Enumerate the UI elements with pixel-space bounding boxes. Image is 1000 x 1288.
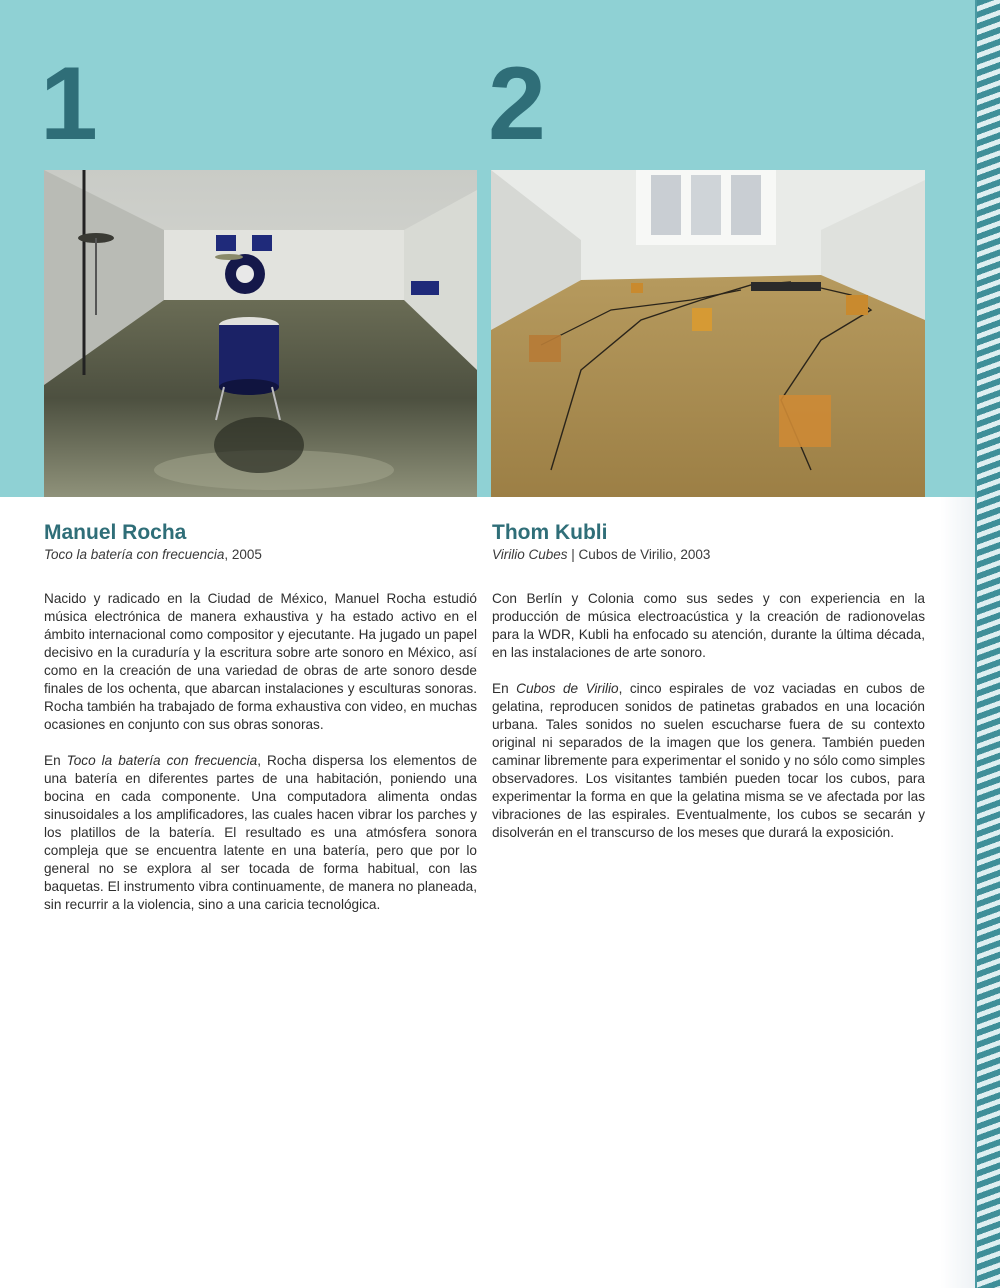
paragraph-body: , Rocha dispersa los elementos de una batería en diferentes partes de una habitación, poniendo una bocina en cada componente. Una computadora alimenta ondas sinusoidales a los amplificadores, las cuales hacen vibrar los parches y los platillos de la batería. El resultado es una atmósfera sonora compleja que se encuentra latente en una batería, pero que por lo general no se explora al ser tocada de forma habitual, con las baquetas. El instrumento vibra continuamente, de manera no planeada, sin recurrir a la violencia, sino a una caricia tecnológica. — [44, 753, 478, 912]
paragraph-prefix: En — [44, 753, 67, 768]
artist-name: Thom Kubli — [492, 521, 608, 544]
page-edge-stripes — [975, 0, 1000, 1288]
column-thom-kubli — [492, 520, 925, 860]
work-caption — [492, 546, 925, 564]
work-caption — [44, 546, 477, 564]
artist-name: Manuel Rocha — [44, 521, 187, 544]
page-shadow — [940, 497, 975, 1288]
column-manuel-rocha — [44, 520, 477, 932]
work-title: Toco la batería con frecuencia — [44, 547, 225, 562]
work-title: Virilio Cubes — [492, 547, 568, 562]
work-detail: | Cubos de Virilio, 2003 — [567, 547, 711, 562]
description-paragraph — [492, 680, 925, 842]
paragraph-work-title: Cubos de Virilio — [516, 681, 619, 696]
paragraph-prefix: En — [492, 681, 517, 696]
paragraph-work-title: Toco la batería con frecuencia — [66, 753, 258, 768]
paragraph-body: , cinco espirales de voz vaciadas en cubos de gelatina, reproducen sonidos de patinetas grabados en una locación urbana. Tales sonidos no suelen escucharse fuera de su contexto original ni separados de la imagen que los genera. También pueden caminar libremente para experimentar el sonido y no sólo como simples observadores. Los visitantes también pueden tocar los cubos, para experimentar la forma en que la gelatina misma se ve afectada por las vibraciones de las espirales. Eventualmente, los cubos se secarán y disolverán en el transcurso de los meses que durará la exposición. — [492, 681, 925, 840]
description-paragraph — [44, 752, 477, 914]
section-number-1: 1 — [40, 46, 98, 162]
drum-kit-installation-photo — [44, 170, 477, 497]
gelatin-cubes-installation-photo — [491, 170, 925, 497]
section-number-2: 2 — [488, 46, 546, 162]
work-year: , 2005 — [224, 547, 262, 562]
biography-paragraph: Nacido y radicado en la Ciudad de México, Manuel Rocha estudió música electrónica de manera exhaustiva y ha estado activo en el ámbito internacional como compositor y ejecutante. Ha jugado un papel decisivo en la curaduría y la escritura sobre arte sonoro en México, así como en la creación de una variedad de obras de arte sonoro desde finales de los ochenta, que abarcan instalaciones y esculturas sonoras. Rocha también ha trabajado de forma exhaustiva con video, en muchas ocasiones en conjunto con sus obras sonoras. — [44, 591, 477, 732]
biography-paragraph: Con Berlín y Colonia como sus sedes y con experiencia en la producción de música electroacústica y la creación de radionovelas para la WDR, Kubli ha enfocado su atención, durante la última década, en las instalaciones de arte sonoro. — [492, 591, 925, 660]
photo-cubes-installation — [491, 170, 925, 497]
photo-drum-installation — [44, 170, 477, 497]
